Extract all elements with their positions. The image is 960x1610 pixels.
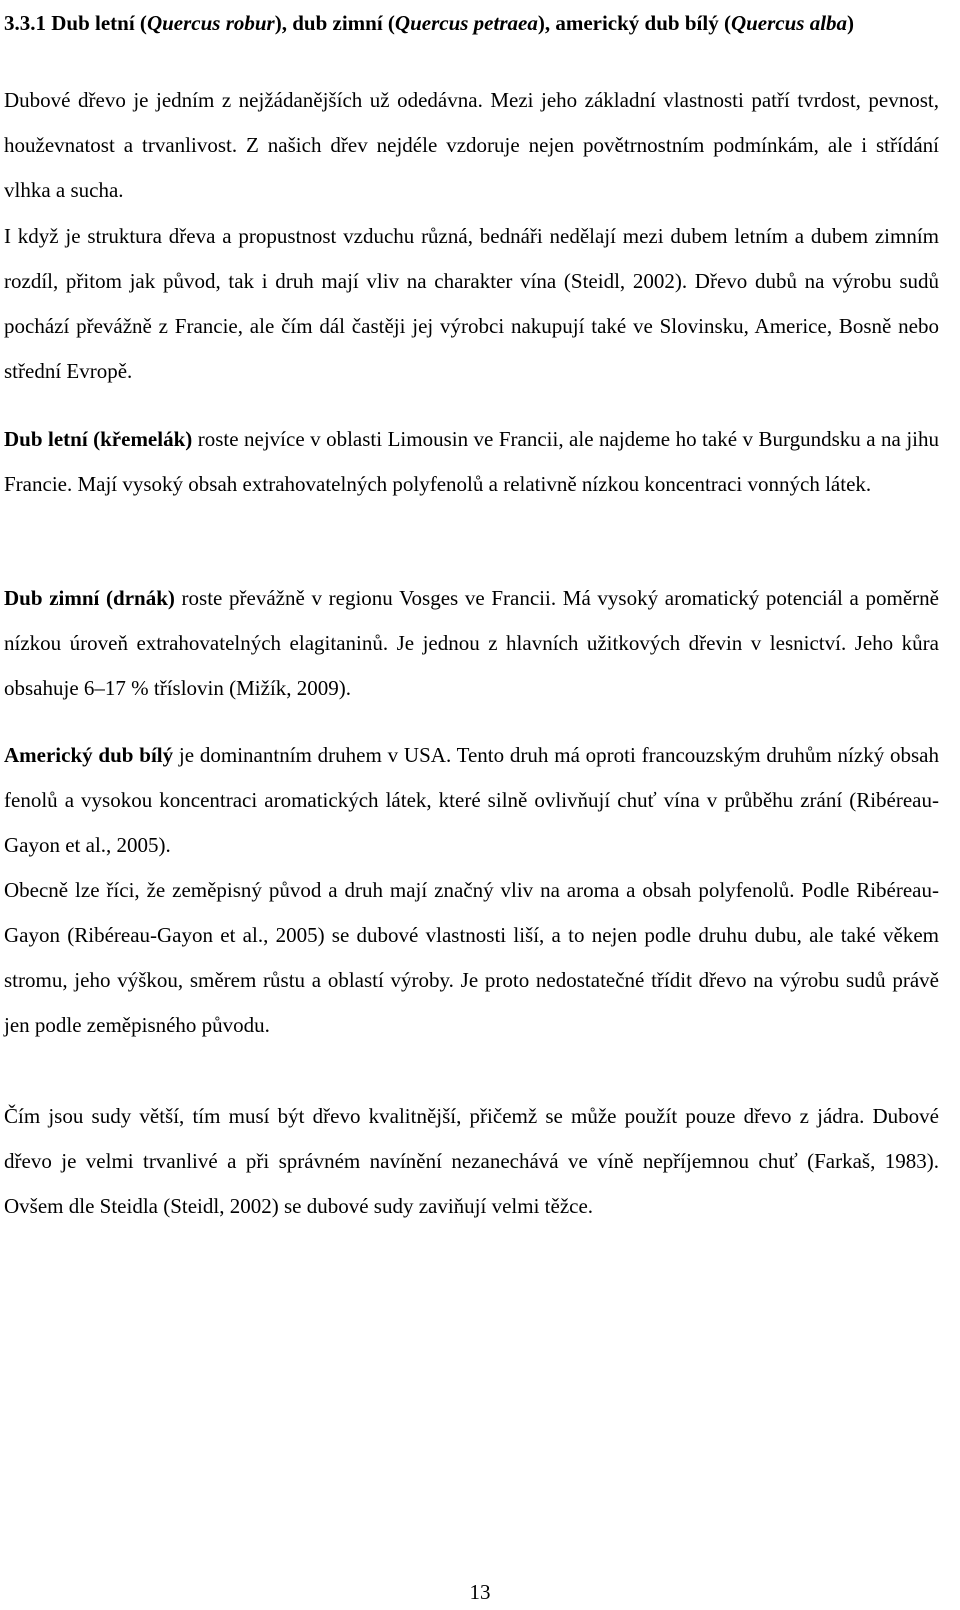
- paragraph-americky-dub: [4, 733, 939, 868]
- paragraph-structure: I když je struktura dřeva a propustnost vzduchu různá, bednáři nedělají mezi dubem letním a dubem zimním rozdíl, přitom jak původ, tak i druh mají vliv na charakter vína (Steidl, 2002). Dřevo dubů na výrobu sudů pochází převážně z Francie, ale čím dál častěji jej výrobci nakupují také ve Slovinsku, Americe, Bosně nebo střední Evropě.: [4, 224, 939, 383]
- section-heading: [4, 3, 939, 43]
- paragraph-dub-zimni-text: roste převážně v regionu Vosges ve Francii. Má vysoký aromatický potenciál a poměrně nízkou úroveň extrahovatelných elagitaninů. Je jednou z hlavních užitkových dřevin v lesnictví. Jeho kůra obsahuje 6–17 % tříslovin (Mižík, 2009).: [4, 586, 939, 700]
- term-americky-dub: Americký dub bílý: [4, 743, 174, 767]
- species-name-petraea: Quercus petraea: [394, 11, 538, 35]
- paragraph-intro: Dubové dřevo je jedním z nejžádanějších už odedávna. Mezi jeho základní vlastnosti patří tvrdost, pevnost, houževnatost a trvanlivost. Z našich dřev nejdéle vzdoruje nejen povětrnostním podmínkám, ale i střídání vlhka a sucha.: [4, 88, 939, 202]
- paragraph-origin: Obecně lze říci, že zeměpisný původ a druh mají značný vliv na aroma a obsah polyfenolů. Podle Ribéreau-Gayon (Ribéreau-Gayon et al., 2005) se dubové vlastnosti liší, a to nejen podle druhu dubu, ale také věkem stromu, jeho výškou, směrem růstu a oblastí výroby. Je proto nedostatečné třídit dřevo na výrobu sudů právě jen podle zeměpisného původu.: [4, 878, 939, 1037]
- heading-mid-2: ), americký dub bílý (: [537, 11, 731, 35]
- term-dub-zimni: Dub zimní (drnák): [4, 586, 175, 610]
- species-name-robur: Quercus robur: [146, 11, 275, 35]
- page-number: 13: [469, 1580, 491, 1604]
- heading-suffix: ): [847, 11, 855, 35]
- paragraph-barrel-size: Čím jsou sudy větší, tím musí být dřevo kvalitnější, přičemž se může použít pouze dřevo z jádra. Dubové dřevo je velmi trvanlivé a při správném navínění nezanechává ve víně nepříjemnou chuť (Farkaš, 1983). Ovšem dle Steidla (Steidl, 2002) se dubové sudy zaviňují velmi těžce.: [4, 1104, 939, 1218]
- paragraph-americky-dub-text: je dominantním druhem v USA. Tento druh má oproti francouzským druhům nízký obsah fenolů a vysokou koncentraci aromatických látek, které silně ovlivňují chuť vína v průběhu zrání (Ribéreau-Gayon et al., 2005).: [4, 743, 939, 857]
- species-name-alba: Quercus alba: [730, 11, 848, 35]
- heading-prefix: 3.3.1 Dub letní (: [4, 11, 147, 35]
- term-dub-letni: Dub letní (křemelák): [4, 427, 193, 451]
- heading-mid-1: ), dub zimní (: [274, 11, 395, 35]
- paragraph-dub-zimni: [4, 576, 939, 711]
- paragraph-dub-letni: [4, 417, 939, 507]
- paragraph-dub-letni-text: roste nejvíce v oblasti Limousin ve Francii, ale najdeme ho také v Burgundsku a na jihu Francie. Mají vysoký obsah extrahovatelných polyfenolů a relativně nízkou koncentraci vonných látek.: [4, 427, 939, 496]
